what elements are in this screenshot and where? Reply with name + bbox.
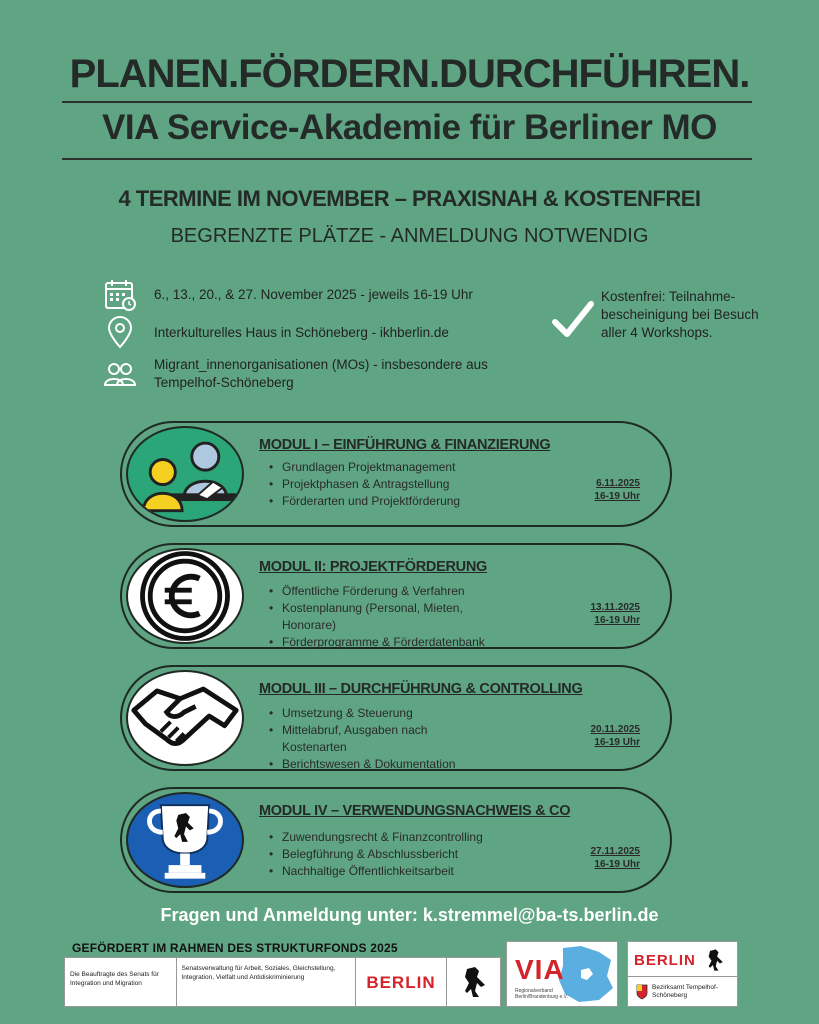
- module-1-title: MODUL I – EINFÜHRUNG & FINANZIERUNG: [259, 437, 551, 453]
- funding-note: GEFÖRDERT IM RAHMEN DES STRUKTURFONDS 2025: [72, 941, 398, 955]
- module-3-illustration: [126, 670, 244, 766]
- module-3-topic: • Umsetzung & Steuerung: [267, 705, 507, 722]
- district-logo-subtitle: Bezirksamt Tempelhof-Schöneberg: [652, 984, 718, 999]
- tagline-dates: 4 TERMINE IM NOVEMBER – PRAXISNAH & KOSTENFREI: [118, 186, 701, 211]
- coat-of-arms-icon: [636, 984, 648, 1000]
- subtitle: VIA Service-Akademie für Berliner MO: [102, 108, 717, 147]
- contact-line: Fragen und Anmeldung unter: k.stremmel@ba-ts.berlin.de: [160, 905, 659, 925]
- module-1-illustration: [126, 426, 244, 522]
- module-4-topic: • Zuwendungsrecht & Finanzcontrolling: [267, 829, 507, 846]
- berlin-logo: [356, 958, 448, 1006]
- module-3-date: 20.11.2025: [590, 724, 640, 735]
- module-card-4: [120, 787, 672, 893]
- district-logo-divider: [628, 976, 739, 977]
- module-4-topics: [267, 829, 507, 880]
- group-icon: [103, 357, 137, 391]
- module-2-schedule: [591, 601, 641, 627]
- module-2-illustration: [126, 548, 244, 644]
- euro-coin-icon: [128, 548, 242, 644]
- title-divider-bottom: [62, 158, 752, 160]
- main-title: PLANEN.FÖRDERN.DURCHFÜHREN.: [69, 52, 750, 96]
- via-logo-subtitle: Regionalverband Berlin/Brandenburg e.V.: [515, 988, 568, 1000]
- via-logo: [506, 941, 618, 1007]
- senate-department-logo: Senatsverwaltung für Arbeit, Soziales, Gleichstellung, Integration, Vielfalt und Antidiskriminierung: [177, 958, 356, 1006]
- module-3-topic: • Mittelabruf, Ausgaben nach Kostenarten: [267, 722, 467, 756]
- module-3-topics: [267, 705, 507, 773]
- free-note: Kostenfrei: Teilnahme-bescheinigung bei Besuch aller 4 Workshops.: [601, 289, 759, 340]
- sponsor-logo-strip: [64, 957, 501, 1007]
- info-location: [103, 316, 449, 350]
- module-4-topic: • Belegführung & Abschlussbericht: [267, 846, 507, 863]
- module-card-3: [120, 665, 672, 771]
- module-2-date: 13.11.2025: [590, 602, 640, 613]
- module-4-schedule: [591, 845, 641, 871]
- location-pin-icon: [103, 316, 137, 350]
- handshake-icon: [128, 670, 242, 766]
- module-2-topic: • Kostenplanung (Personal, Mieten, Honorare): [267, 600, 477, 634]
- calendar-icon: [103, 278, 137, 312]
- module-3-topic: • Berichtswesen & Dokumentation: [267, 756, 507, 773]
- module-2-title: MODUL II: PROJEKTFÖRDERUNG: [259, 559, 487, 575]
- berlin-bear-icon: [461, 965, 487, 999]
- checkmark-icon: [550, 297, 596, 343]
- trophy-bear-icon: [128, 792, 242, 888]
- district-office-logo: [627, 941, 738, 1007]
- via-logo-text: VIA: [515, 954, 565, 985]
- module-3-title: MODUL III – DURCHFÜHRUNG & CONTROLLING: [259, 681, 583, 697]
- module-1-time: 16-19 Uhr: [594, 491, 640, 502]
- module-1-topic: • Grundlagen Projektmanagement: [267, 459, 507, 476]
- district-berlin-text: BERLIN: [634, 952, 696, 969]
- module-4-illustration: [126, 792, 244, 888]
- module-4-title: MODUL IV – VERWENDUNGSNACHWEIS & CO: [259, 803, 571, 819]
- module-1-topic: • Förderarten und Projektförderung: [267, 493, 507, 510]
- module-4-topic: • Nachhaltige Öffentlichkeitsarbeit: [267, 863, 507, 880]
- audience-text: Migrant_innenorganisationen (MOs) - insbesondere aus Tempelhof-Schöneberg: [154, 357, 488, 390]
- module-3-time: 16-19 Uhr: [594, 737, 640, 748]
- module-2-topics: [267, 583, 507, 651]
- module-3-schedule: [591, 723, 641, 749]
- module-4-time: 16-19 Uhr: [594, 859, 640, 870]
- module-2-topic: • Öffentliche Förderung & Verfahren: [267, 583, 507, 600]
- dates-text: 6., 13., 20., & 27. November 2025 - jeweils 16-19 Uhr: [154, 287, 473, 302]
- info-dates: [103, 278, 473, 312]
- module-4-date: 27.11.2025: [590, 846, 640, 857]
- module-1-topics: [267, 459, 507, 510]
- meeting-people-icon: [128, 426, 242, 522]
- tagline-registration: BEGRENZTE PLÄTZE - ANMELDUNG NOTWENDIG: [170, 225, 649, 247]
- title-divider-top: [62, 101, 752, 103]
- info-audience: [103, 356, 534, 392]
- module-1-schedule: [594, 477, 640, 503]
- berlin-logo-text: BERLIN: [366, 972, 436, 992]
- berlin-bear-logo: [447, 958, 500, 1006]
- module-1-topic: • Projektphasen & Antragstellung: [267, 476, 507, 493]
- module-card-2: [120, 543, 672, 649]
- location-text: Interkulturelles Haus in Schöneberg - ikhberlin.de: [154, 325, 449, 340]
- module-1-date: 6.11.2025: [596, 478, 640, 489]
- senate-integration-logo: Die Beauftragte des Senats für Integration und Migration: [65, 958, 177, 1006]
- module-card-1: [120, 421, 672, 527]
- berlin-bear-icon: [705, 948, 725, 972]
- module-2-topic: • Förderprogramme & Förderdatenbank: [267, 634, 507, 651]
- module-2-time: 16-19 Uhr: [594, 615, 640, 626]
